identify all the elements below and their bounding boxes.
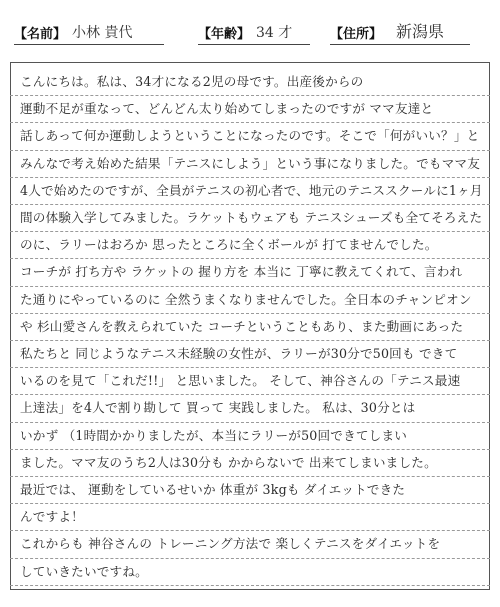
age-label: 【年齢】 [198, 27, 251, 42]
age-value: 34 才 [256, 25, 293, 41]
body-text-line: していきたいですね。 [20, 563, 148, 579]
body-text-line: コーチが 打ち方や ラケットの 握り方を 本当に 丁寧に教えてくれて、言われ [20, 264, 463, 280]
body-text-line: これからも 神谷さんの トレーニング方法で 楽しくテニスをダイエットを [20, 536, 441, 552]
body-text-line: みんなで考え始めた結果「テニスにしよう」という事になりました。でもママ友 [20, 155, 481, 171]
body-text-line: 最近では、 運動をしているせいか 体重が 3kgも ダイエットできた [20, 482, 406, 497]
body-text-line: いかず （1時間かかりましたが、本当にラリーが50回できてしまい [20, 427, 408, 443]
name-value: 小林 貴代 [72, 25, 133, 41]
body-text-line: や 杉山愛さんを教えられていた コーチということもあり、また動画にあった [20, 318, 464, 334]
body-text-line: んですよ！ [20, 509, 84, 525]
body-text-line: 4人で始めたのですが、全員がテニスの初心者で、地元のテニススクールに1ヶ月 [20, 182, 483, 198]
body-text-line: のに、ラリーはおろか 思ったところに全くボールが 打てませんでした。 [20, 237, 438, 253]
name-field [14, 18, 164, 42]
body-text-line: 上達法」を4人で割り勘して 買って 実践しました。 私は、30分とは [20, 400, 416, 416]
body-text-line: 話しあって何か運動しようということになったのです。そこで「何がいい？」と [20, 128, 480, 144]
name-underline [14, 44, 164, 45]
body-text-line: ました。ママ友のうち2人は30分も かからないで 出来てしまいました。 [20, 454, 437, 470]
body-text-line: た通りにやっているのに 全然うまくなりませんでした。全日本のチャンピオン [20, 291, 472, 307]
address-label: 【住所】 [330, 27, 383, 42]
ruled-line [10, 585, 490, 586]
body-text-line: いるのを見て「これだ!!」 と思いました。 そして、神谷さんの「テニス最速 [20, 373, 461, 389]
address-value: 新潟県 [396, 22, 445, 41]
body-text-line: 運動不足が重なって、どんどん太り始めてしまったのですが ママ友達と [20, 101, 434, 117]
address-underline [330, 44, 470, 45]
body-text-line: 私たちと 同じようなテニス未経験の女性が、ラリーが30分で50回も できて [20, 346, 458, 361]
body-text-line: 間の体験入学してみました。ラケットもウェアも テニスシューズも全てそろえた [20, 210, 483, 225]
name-label: 【名前】 [14, 27, 67, 42]
age-underline [198, 44, 310, 45]
age-field [198, 18, 310, 42]
address-field [330, 18, 470, 42]
body-text-line: こんにちは。私は、34才になる2児の母です。出産後からの [20, 74, 364, 89]
